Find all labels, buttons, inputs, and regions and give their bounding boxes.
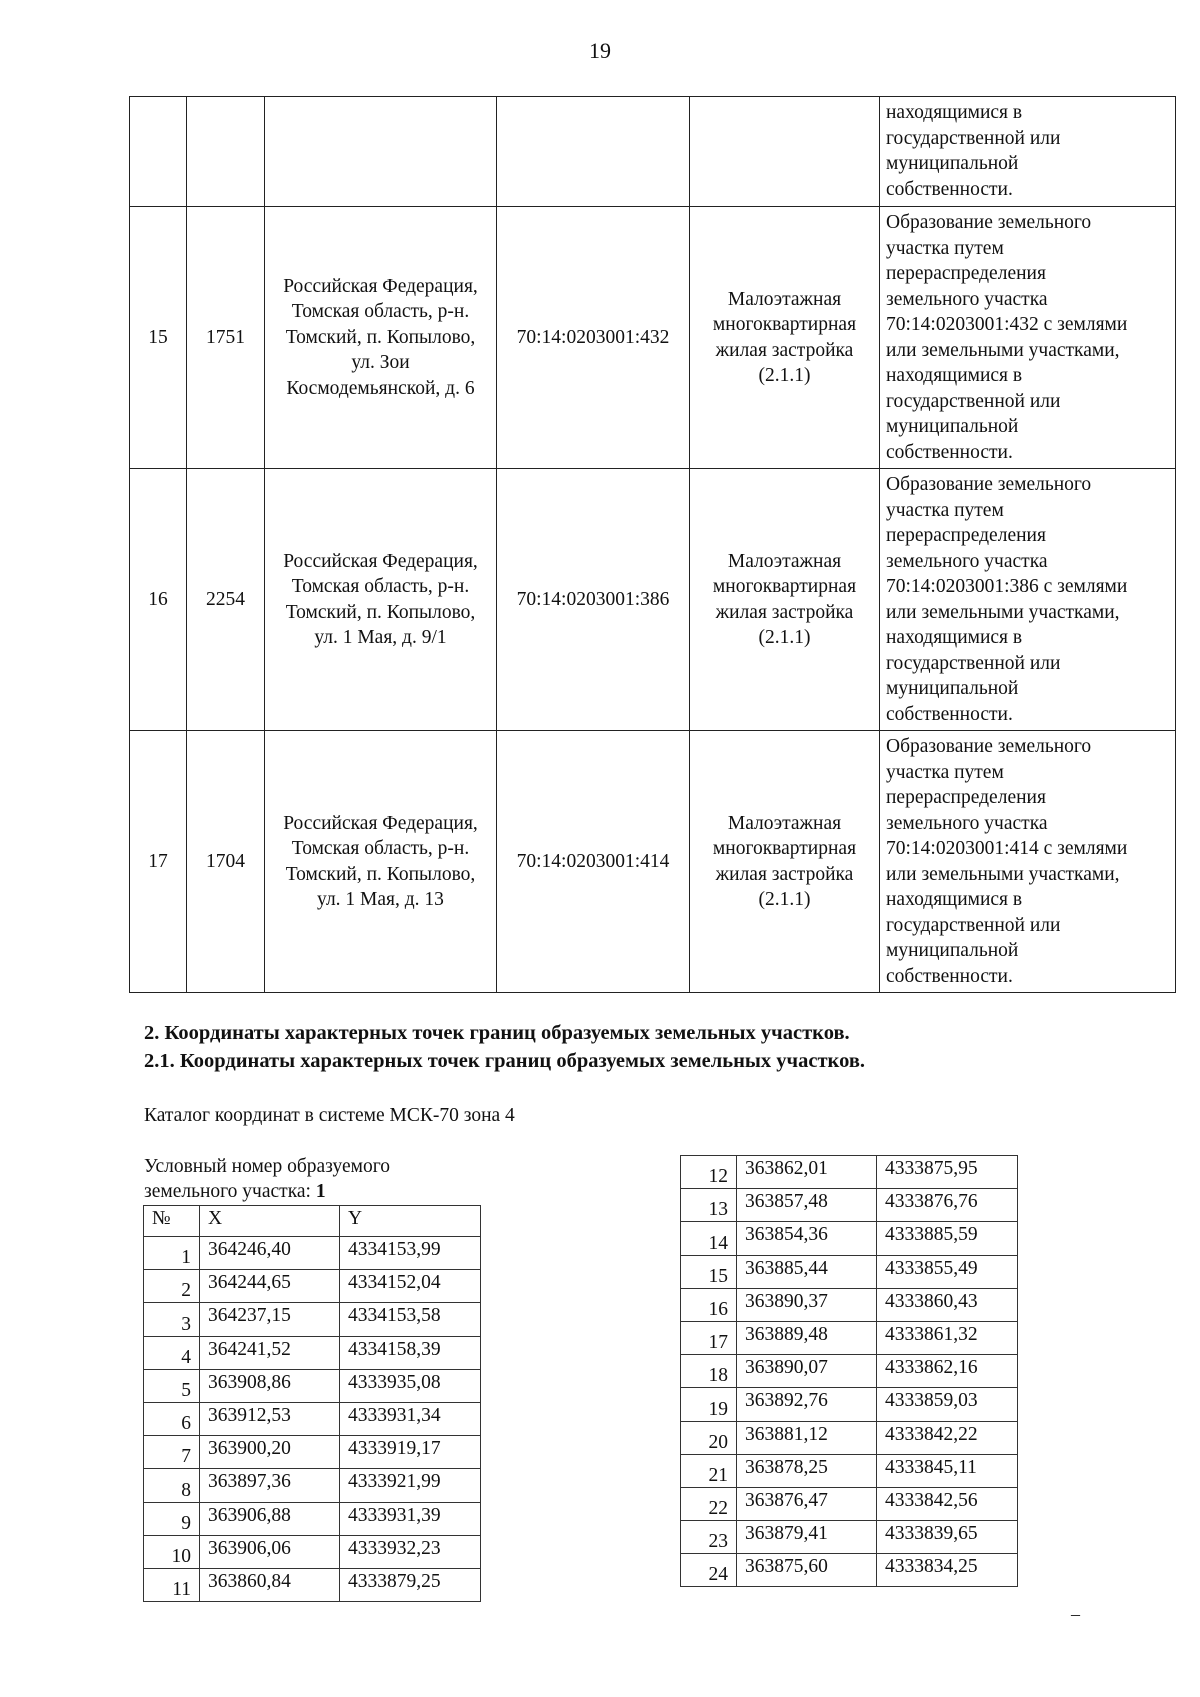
cell-line: (2.1.1) (758, 365, 811, 386)
coord-x: 363885,44 (737, 1255, 877, 1288)
coord-point-number: 11 (144, 1568, 200, 1601)
coord-x: 363912,53 (200, 1402, 340, 1435)
cell-line: находящимися в (886, 627, 1023, 648)
coord-row (144, 1303, 481, 1336)
cell-line: жилая застройка (715, 863, 854, 885)
coord-y: 4334158,39 (340, 1336, 481, 1369)
cell-line: Томская область, р-н. (291, 301, 470, 323)
coord-x: 363879,41 (737, 1521, 877, 1554)
coord-row (681, 1554, 1018, 1587)
cell-line: муниципальной (886, 153, 1019, 174)
coord-y: 4333935,08 (340, 1369, 481, 1402)
cell-line: Образование земельного (886, 212, 1092, 233)
coord-y: 4333842,22 (877, 1421, 1018, 1454)
cell-cadastral: 70:14:0203001:386 (497, 469, 690, 731)
coords-header-row (144, 1206, 481, 1237)
cell-line: или земельными участками, (886, 339, 1120, 361)
catalog-caption: Каталог координат в системе МСК-70 зона 4 (144, 1105, 515, 1126)
coord-y: 4333862,16 (877, 1355, 1018, 1388)
cell-line: Томский, п. Копылово, (285, 863, 476, 885)
cell-line: (2.1.1) (758, 889, 811, 910)
coord-x: 363906,88 (200, 1502, 340, 1535)
cell-line: Российская Федерация, (283, 812, 478, 834)
coord-row (681, 1321, 1018, 1354)
coord-y: 4333860,43 (877, 1288, 1018, 1321)
cell-address (265, 207, 497, 469)
coord-x: 363860,84 (200, 1568, 340, 1601)
cell-line: (2.1.1) (758, 627, 811, 648)
coord-x: 364237,15 (200, 1303, 340, 1336)
coord-y: 4333932,23 (340, 1535, 481, 1568)
coord-x: 363854,36 (737, 1222, 877, 1255)
table-row (130, 207, 1176, 469)
cell-line: перераспределения (886, 263, 1046, 284)
coord-y: 4333859,03 (877, 1388, 1018, 1421)
coord-point-number: 8 (144, 1469, 200, 1502)
coord-point-number: 14 (681, 1222, 737, 1255)
coord-x: 363890,07 (737, 1355, 877, 1388)
coord-row (144, 1402, 481, 1435)
coord-point-number: 17 (681, 1321, 737, 1354)
coord-point-number: 2 (144, 1270, 200, 1303)
cell-line: собственности. (886, 441, 1013, 463)
cell-line: Образование земельного (886, 474, 1092, 495)
coords-table-right (680, 1155, 1018, 1587)
coord-y: 4333919,17 (340, 1436, 481, 1469)
coord-row (681, 1156, 1018, 1189)
cell-line: участка путем (886, 237, 1004, 259)
cell-line: земельного участка (886, 550, 1048, 572)
coord-point-number: 13 (681, 1189, 737, 1222)
coord-y: 4333834,25 (877, 1554, 1018, 1587)
section-heading-2-1: 2.1. Координаты характерных точек границ образуемых земельных участков. (144, 1050, 866, 1072)
coord-x: 364244,65 (200, 1270, 340, 1303)
coord-point-number: 15 (681, 1255, 737, 1288)
coord-y: 4334152,04 (340, 1270, 481, 1303)
cell-line: находящимися в (886, 102, 1023, 123)
coord-x: 363897,36 (200, 1469, 340, 1502)
coord-y: 4333931,39 (340, 1502, 481, 1535)
coord-point-number: 22 (681, 1487, 737, 1520)
coord-y: 4333839,65 (877, 1521, 1018, 1554)
coord-row (144, 1502, 481, 1535)
coord-point-number: 24 (681, 1554, 737, 1587)
cell-line: государственной или (886, 652, 1061, 674)
coord-row (144, 1369, 481, 1402)
coord-y: 4333931,34 (340, 1402, 481, 1435)
coord-y: 4333842,56 (877, 1487, 1018, 1520)
cell-line: земельного участка (886, 812, 1048, 834)
coord-x: 363862,01 (737, 1156, 877, 1189)
cell-line: многоквартирная (712, 838, 857, 859)
plot-number: 1 (315, 1181, 326, 1202)
cell-line: ул. 1 Мая, д. 13 (317, 889, 444, 910)
cell-number: 15 (130, 207, 187, 469)
footer-mark: – (1071, 1604, 1080, 1624)
coord-row (681, 1189, 1018, 1222)
coord-point-number: 5 (144, 1369, 200, 1402)
plot-label (144, 1154, 390, 1204)
coord-point-number: 20 (681, 1421, 737, 1454)
coord-x: 363857,48 (737, 1189, 877, 1222)
cell-line: жилая застройка (715, 339, 854, 361)
coord-row (681, 1487, 1018, 1520)
coords-header-cell: X (200, 1206, 340, 1237)
coord-y: 4333845,11 (877, 1454, 1018, 1487)
coord-point-number: 1 (144, 1237, 200, 1270)
coord-x: 363881,12 (737, 1421, 877, 1454)
coord-row (144, 1469, 481, 1502)
cell-number (130, 97, 187, 207)
cell-line: муниципальной (886, 940, 1019, 961)
cell-land-use (690, 469, 880, 731)
cell-line: многоквартирная (712, 576, 857, 597)
cell-line: находящимися в (886, 889, 1023, 910)
coord-row (681, 1355, 1018, 1388)
coord-row (144, 1237, 481, 1270)
cell-line: собственности. (886, 178, 1013, 200)
cell-line: Образование земельного (886, 736, 1092, 757)
cell-line: участка путем (886, 761, 1004, 783)
cell-line: 70:14:0203001:414 с землями (886, 838, 1128, 859)
coord-y: 4333876,76 (877, 1189, 1018, 1222)
cell-line: государственной или (886, 914, 1061, 936)
coord-x: 363878,25 (737, 1454, 877, 1487)
coord-point-number: 3 (144, 1303, 200, 1336)
cell-line: Космодемьянской, д. 6 (286, 377, 475, 399)
cell-address (265, 97, 497, 207)
table-row (130, 97, 1176, 207)
cell-line: или земельными участками, (886, 863, 1120, 885)
cell-description (880, 97, 1176, 207)
coord-row (144, 1270, 481, 1303)
coord-row (681, 1454, 1018, 1487)
cell-line: Малоэтажная (727, 812, 842, 834)
cell-line: Малоэтажная (727, 550, 842, 572)
coord-row (681, 1388, 1018, 1421)
cell-line: государственной или (886, 390, 1061, 412)
land-plots-table (129, 96, 1176, 993)
cell-line: жилая застройка (715, 601, 854, 623)
cell-line: или земельными участками, (886, 601, 1120, 623)
coord-row (681, 1222, 1018, 1255)
coord-row (681, 1521, 1018, 1554)
coord-point-number: 6 (144, 1402, 200, 1435)
cell-line: Российская Федерация, (283, 550, 478, 572)
cell-description (880, 731, 1176, 993)
cell-line: перераспределения (886, 525, 1046, 546)
cell-line: находящимися в (886, 365, 1023, 386)
cell-line: государственной или (886, 127, 1061, 149)
table-row (130, 731, 1176, 993)
cell-line: ул. Зои (351, 352, 410, 374)
coord-x: 364241,52 (200, 1336, 340, 1369)
coord-y: 4334153,58 (340, 1303, 481, 1336)
cell-line: Томская область, р-н. (291, 838, 470, 859)
cell-number: 17 (130, 731, 187, 993)
coord-row (681, 1421, 1018, 1454)
plot-label-line1: Условный номер образуемого (144, 1156, 390, 1177)
coords-header-cell: Y (340, 1206, 481, 1237)
cell-area: 2254 (187, 469, 265, 731)
cell-line: собственности. (886, 703, 1013, 725)
coord-point-number: 7 (144, 1436, 200, 1469)
coord-point-number: 21 (681, 1454, 737, 1487)
coord-row (144, 1336, 481, 1369)
cell-line: муниципальной (886, 416, 1019, 437)
coord-x: 363892,76 (737, 1388, 877, 1421)
coord-point-number: 9 (144, 1502, 200, 1535)
cell-line: муниципальной (886, 678, 1019, 699)
cell-line: 70:14:0203001:432 с землями (886, 314, 1128, 335)
coord-point-number: 23 (681, 1521, 737, 1554)
coord-x: 363900,20 (200, 1436, 340, 1469)
cell-line: Малоэтажная (727, 288, 842, 310)
coord-point-number: 12 (681, 1156, 737, 1189)
cell-line: многоквартирная (712, 314, 857, 335)
page-number: 19 (589, 38, 611, 63)
cell-line: перераспределения (886, 787, 1046, 808)
coord-point-number: 10 (144, 1535, 200, 1568)
coord-point-number: 16 (681, 1288, 737, 1321)
coord-row (144, 1535, 481, 1568)
coords-table-left (143, 1205, 481, 1602)
coord-row (144, 1568, 481, 1601)
coord-point-number: 4 (144, 1336, 200, 1369)
cell-line: земельного участка (886, 288, 1048, 310)
cell-cadastral: 70:14:0203001:414 (497, 731, 690, 993)
cell-line: собственности. (886, 965, 1013, 987)
coord-point-number: 19 (681, 1388, 737, 1421)
coord-row (681, 1255, 1018, 1288)
cell-cadastral: 70:14:0203001:432 (497, 207, 690, 469)
section-heading-2: 2. Координаты характерных точек границ образуемых земельных участков. (144, 1022, 850, 1044)
coord-y: 4333855,49 (877, 1255, 1018, 1288)
coord-point-number: 18 (681, 1355, 737, 1388)
coord-x: 363876,47 (737, 1487, 877, 1520)
cell-cadastral (497, 97, 690, 207)
cell-line: Российская Федерация, (283, 275, 478, 297)
coord-y: 4333861,32 (877, 1321, 1018, 1354)
cell-line: 70:14:0203001:386 с землями (886, 576, 1128, 597)
cell-address (265, 731, 497, 993)
coords-header-cell: № (144, 1206, 200, 1237)
coord-x: 363875,60 (737, 1554, 877, 1587)
cell-number: 16 (130, 469, 187, 731)
table-row (130, 469, 1176, 731)
coord-y: 4333879,25 (340, 1568, 481, 1601)
coord-x: 364246,40 (200, 1237, 340, 1270)
coord-x: 363908,86 (200, 1369, 340, 1402)
cell-description (880, 207, 1176, 469)
coord-y: 4333875,95 (877, 1156, 1018, 1189)
coord-x: 363906,06 (200, 1535, 340, 1568)
cell-land-use (690, 97, 880, 207)
coord-y: 4333921,99 (340, 1469, 481, 1502)
coord-row (144, 1436, 481, 1469)
cell-address (265, 469, 497, 731)
cell-area: 1704 (187, 731, 265, 993)
plot-label-line2: земельного участка: 1 (144, 1181, 326, 1202)
cell-description (880, 469, 1176, 731)
coord-y: 4334153,99 (340, 1237, 481, 1270)
cell-area (187, 97, 265, 207)
cell-line: участка путем (886, 499, 1004, 521)
coord-x: 363889,48 (737, 1321, 877, 1354)
cell-land-use (690, 731, 880, 993)
cell-line: Томский, п. Копылово, (285, 326, 476, 348)
cell-line: Томский, п. Копылово, (285, 601, 476, 623)
cell-line: ул. 1 Мая, д. 9/1 (314, 627, 447, 648)
cell-area: 1751 (187, 207, 265, 469)
coord-y: 4333885,59 (877, 1222, 1018, 1255)
cell-line: Томская область, р-н. (291, 576, 470, 597)
coord-x: 363890,37 (737, 1288, 877, 1321)
coord-row (681, 1288, 1018, 1321)
cell-land-use (690, 207, 880, 469)
